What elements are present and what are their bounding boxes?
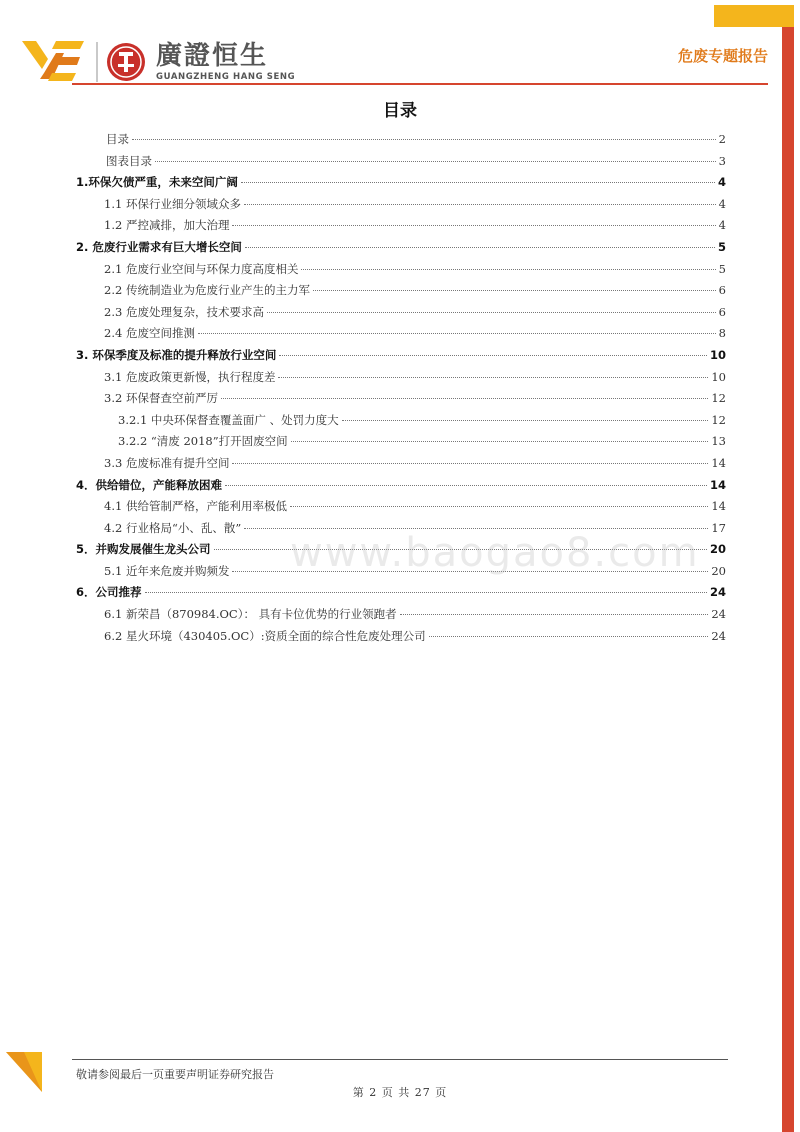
toc-entry-label: 3. 环保季度及标准的提升释放行业空间 [76, 347, 277, 362]
toc-entry-page: 20 [711, 563, 726, 578]
toc-entry-page: 14 [709, 477, 726, 492]
toc-entry-label: 1.1 环保行业细分领域众多 [104, 196, 241, 211]
toc-entry[interactable] [76, 606, 726, 628]
toc-entry-page: 24 [711, 628, 726, 643]
toc-entry-label: 目录 [106, 132, 129, 146]
toc-entry[interactable] [76, 325, 726, 347]
dot-leader [198, 333, 716, 334]
toc-entry-page: 4 [717, 175, 726, 190]
toc-entry-label: 4.2 行业格局“小、乱、散” [104, 520, 242, 535]
toc-entry-label: 2.1 危废行业空间与环保力度高度相关 [104, 261, 299, 276]
toc-entry-page: 13 [711, 434, 726, 449]
toc-entry[interactable] [76, 217, 726, 239]
footer-disclaimer: 敬请参阅最后一页重要声明证券研究报告 [76, 1068, 274, 1081]
dot-leader [313, 290, 716, 291]
toc-entry-label: 6.1 新荣昌（870984.OC）： 具有卡位优势的行业领跑者 [104, 607, 397, 622]
toc-entry-label: 2.2 传统制造业为危废行业产生的主力军 [104, 283, 310, 298]
company-logo [22, 38, 295, 86]
toc-entry-label: 3.2.1 中央环保督查覆盖面广 、处罚力度大 [118, 412, 339, 427]
brand-name-en: GUANGZHENG HANG SENG [156, 72, 296, 82]
toc-entry-page: 24 [709, 585, 726, 600]
toc-entry[interactable] [76, 477, 726, 499]
dot-leader [278, 377, 708, 378]
toc-entry-page: 14 [711, 455, 726, 470]
toc-entry[interactable] [76, 304, 726, 326]
toc-entry-label: 6．公司推荐 [76, 585, 142, 600]
toc-entry-label: 3.2 环保督查空前严厉 [104, 391, 218, 406]
toc-entry-label: 2.4 危废空间推测 [104, 326, 195, 341]
toc-entry-label: 图表目录 [106, 153, 152, 168]
toc-entry-label: 3.3 危废标准有提升空间 [104, 455, 230, 470]
toc-entry[interactable] [76, 412, 726, 434]
dot-leader [291, 441, 709, 442]
dot-leader [132, 139, 716, 140]
toc-entry-page: 4 [718, 218, 726, 233]
dot-leader [244, 528, 708, 529]
dot-leader [232, 463, 708, 464]
side-accent-bar [782, 5, 794, 1132]
toc-entry-page: 4 [718, 196, 726, 211]
toc-entry-label: 6.2 星火环境（430405.OC）:资质全面的综合性危废处理公司 [104, 628, 426, 643]
toc-entry-label: 3.1 危废政策更新慢，执行程度差 [104, 369, 276, 384]
toc-entry-page: 6 [718, 283, 726, 298]
header-divider [72, 83, 768, 85]
toc-entry-page: 20 [709, 542, 726, 557]
dot-leader [145, 592, 707, 593]
page-title: 目录 [383, 101, 417, 121]
toc-entry-label: 5．并购发展催生龙头公司 [76, 542, 211, 557]
toc-entry[interactable] [76, 196, 726, 218]
toc-entry-label: 4．供给错位，产能释放困难 [76, 477, 223, 492]
dot-leader [244, 204, 716, 205]
toc-entry-page: 12 [711, 391, 726, 406]
report-type-label: 危废专题报告 [677, 47, 768, 65]
side-accent-bar-top [782, 5, 794, 27]
toc-entry[interactable] [76, 282, 726, 304]
dot-leader [301, 269, 715, 270]
toc-entry-page: 10 [709, 347, 726, 362]
dot-leader [279, 355, 707, 356]
dot-leader [232, 225, 715, 226]
dot-leader [241, 182, 715, 183]
toc-entry[interactable] [76, 433, 726, 455]
ye-logo-icon [22, 39, 84, 85]
toc-entry[interactable] [76, 153, 726, 175]
toc-entry[interactable] [76, 131, 726, 153]
toc-entry-page: 14 [711, 499, 726, 514]
toc-entry[interactable] [76, 498, 726, 520]
toc-entry-page: 8 [718, 326, 726, 341]
dot-leader [155, 161, 716, 162]
logo-separator [96, 42, 98, 82]
toc-entry-page: 5 [718, 261, 726, 276]
dot-leader [400, 614, 709, 615]
toc-entry-page: 24 [711, 607, 726, 622]
toc-entry-page: 10 [711, 369, 726, 384]
toc-entry-label: 1.2 严控减排，加大治理 [104, 218, 230, 233]
toc-entry[interactable] [76, 455, 726, 477]
toc-entry[interactable] [76, 584, 726, 606]
toc-entry-label: 3.2.2 “清废 2018”打开固废空间 [118, 434, 288, 449]
dot-leader [267, 312, 716, 313]
toc-entry-page: 12 [711, 412, 726, 427]
dot-leader [225, 485, 707, 486]
toc-entry-page: 2 [718, 132, 726, 146]
footer-divider [72, 1059, 728, 1060]
toc-entry[interactable] [76, 390, 726, 412]
dot-leader [342, 420, 709, 421]
seal-logo-icon [106, 42, 146, 82]
toc-entry[interactable] [76, 628, 726, 650]
toc-entry-page: 17 [711, 520, 726, 535]
toc-entry-label: 1.环保欠债严重，未来空间广阔 [76, 175, 238, 190]
toc-entry-label: 4.1 供给管制严格，产能利用率极低 [104, 499, 287, 514]
toc-entry-page: 6 [718, 304, 726, 319]
toc-entry-label: 5.1 近年来危废并购频发 [104, 563, 230, 578]
toc-entry[interactable] [76, 347, 726, 369]
dot-leader [290, 506, 708, 507]
toc-entry-page: 3 [718, 153, 726, 168]
toc-entry[interactable] [76, 261, 726, 283]
dot-leader [245, 247, 715, 248]
toc-entry-label: 2. 危废行业需求有巨大增长空间 [76, 239, 242, 254]
brand-name-cn: 廣證恒生 [156, 41, 269, 71]
dot-leader [429, 636, 709, 637]
page-number: 第 2 页 共 27 页 [352, 1086, 448, 1099]
toc-entry[interactable] [76, 174, 726, 196]
dot-leader [221, 398, 708, 399]
toc-entry[interactable] [76, 239, 726, 261]
toc-entry-label: 2.3 危废处理复杂，技术要求高 [104, 304, 264, 319]
toc-entry[interactable] [76, 369, 726, 391]
watermark: www.baogao8.com [290, 530, 700, 576]
toc-entry-page: 5 [717, 239, 726, 254]
